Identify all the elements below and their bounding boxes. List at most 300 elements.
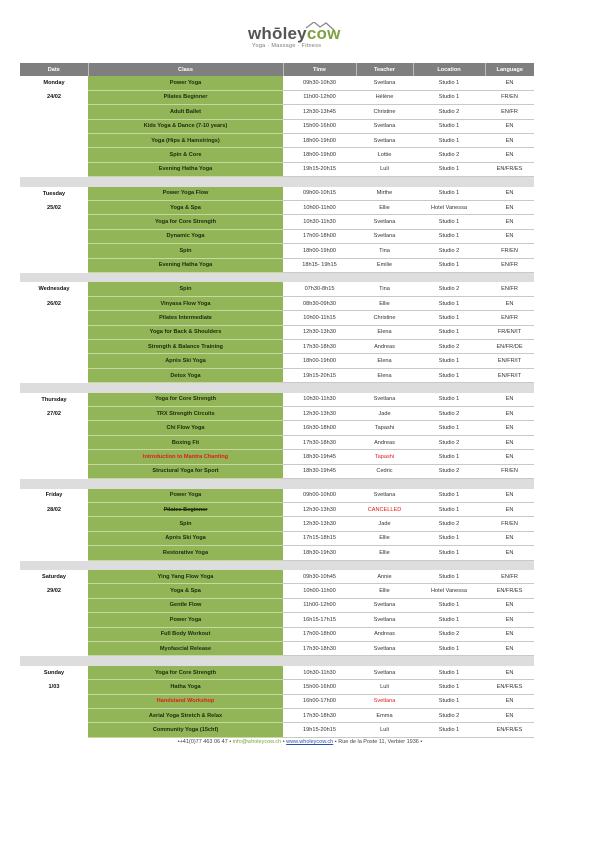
footer-bullet-3: • <box>334 739 337 745</box>
day-separator-cell <box>20 272 534 282</box>
table-row <box>20 90 534 104</box>
day-separator-cell <box>20 383 534 393</box>
date-cell <box>20 627 88 641</box>
class-location: Studio 2 <box>413 627 485 641</box>
class-language: EN/FR/IT <box>485 368 534 382</box>
table-row <box>20 368 534 382</box>
class-location: Studio 1 <box>413 531 485 545</box>
class-teacher: Ellie <box>356 296 413 310</box>
class-teacher: Luli <box>356 162 413 176</box>
table-row <box>20 531 534 545</box>
day-separator <box>20 272 534 282</box>
day-date: 1/03 <box>48 683 60 690</box>
day-separator-cell <box>20 177 534 187</box>
class-time: 17h30-18h30 <box>283 435 356 449</box>
class-time: 09h30-10h45 <box>283 570 356 584</box>
footer-bullet-1: • <box>229 739 232 745</box>
day-date: 24/02 <box>47 94 61 101</box>
class-teacher: Tina <box>356 244 413 258</box>
class-language: EN <box>485 119 534 133</box>
class-teacher: Elena <box>356 325 413 339</box>
date-cell <box>20 162 88 176</box>
class-language: EN/FR <box>485 311 534 325</box>
class-language: EN <box>485 489 534 503</box>
day-date: 27/02 <box>47 410 61 417</box>
class-time: 15h00-16h00 <box>283 119 356 133</box>
class-language: EN <box>485 148 534 162</box>
brand-name-part2: cow <box>306 24 341 43</box>
class-name: Kids Yoga & Dance (7-10 years) <box>88 119 283 133</box>
class-location: Studio 2 <box>413 105 485 119</box>
class-time: 10h30-11h30 <box>283 393 356 407</box>
class-name: Pilates Beginner <box>88 502 283 516</box>
date-cell <box>20 450 88 464</box>
class-location: Studio 1 <box>413 162 485 176</box>
table-row <box>20 340 534 354</box>
date-cell <box>20 368 88 382</box>
class-time: 12h30-13h30 <box>283 517 356 531</box>
class-teacher: Christine <box>356 105 413 119</box>
class-location: Studio 1 <box>413 119 485 133</box>
class-name: Yoga for Back & Shoulders <box>88 325 283 339</box>
class-location: Studio 1 <box>413 570 485 584</box>
class-time: 09h00-10h00 <box>283 489 356 503</box>
class-name: Pilates Intermediate <box>88 311 283 325</box>
class-time: 19h15-20h15 <box>283 723 356 737</box>
schedule-table <box>20 63 534 738</box>
class-time: 18h15- 19h15 <box>283 258 356 272</box>
class-teacher: Svetlana <box>356 215 413 229</box>
class-name: Myofascial Release <box>88 641 283 655</box>
class-teacher: Ellie <box>356 584 413 598</box>
class-language: EN/FR/ES <box>485 162 534 176</box>
class-teacher: Svetlana <box>356 393 413 407</box>
class-language: EN <box>485 709 534 723</box>
table-row <box>20 133 534 147</box>
class-teacher: CANCELLED <box>356 502 413 516</box>
footer <box>0 739 600 745</box>
class-location: Studio 1 <box>413 723 485 737</box>
class-language: EN <box>485 435 534 449</box>
table-row <box>20 598 534 612</box>
table-row <box>20 694 534 708</box>
class-location: Studio 1 <box>413 133 485 147</box>
class-name: Restorative Yoga <box>88 546 283 560</box>
date-cell <box>20 258 88 272</box>
header-class: Class <box>88 63 283 76</box>
class-language: EN <box>485 531 534 545</box>
class-name: Spin <box>88 517 283 531</box>
class-time: 12h30-13h30 <box>283 502 356 516</box>
class-name: Evening Hatha Yoga <box>88 162 283 176</box>
table-row <box>20 148 534 162</box>
class-teacher: Annie <box>356 570 413 584</box>
class-time: 10h00-11h00 <box>283 201 356 215</box>
class-location: Studio 2 <box>413 435 485 449</box>
class-name: Yoga for Core Strength <box>88 666 283 680</box>
day-name: Wednesday <box>38 286 70 293</box>
class-time: 10h30-11h30 <box>283 215 356 229</box>
date-cell <box>20 435 88 449</box>
table-row <box>20 502 534 516</box>
date-cell <box>20 421 88 435</box>
class-location: Studio 2 <box>413 148 485 162</box>
class-location: Studio 1 <box>413 421 485 435</box>
class-teacher: Svetlana <box>356 133 413 147</box>
day-separator-cell <box>20 479 534 489</box>
class-location: Studio 1 <box>413 613 485 627</box>
date-cell <box>20 613 88 627</box>
class-language: EN <box>485 666 534 680</box>
day-date: 29/02 <box>47 588 61 595</box>
day-separator <box>20 479 534 489</box>
class-language: FR/EN/IT <box>485 325 534 339</box>
day-name: Monday <box>43 80 65 87</box>
class-name: Structural Yoga for Sport <box>88 464 283 478</box>
header-teacher: Teacher <box>356 63 413 76</box>
class-language: EN/FR/DE <box>485 340 534 354</box>
table-row <box>20 215 534 229</box>
date-cell <box>20 340 88 354</box>
class-language: EN <box>485 613 534 627</box>
class-time: 19h15-20h15 <box>283 162 356 176</box>
table-header-row <box>20 63 534 76</box>
class-language: EN/FR/ES <box>485 723 534 737</box>
class-name: Après Ski Yoga <box>88 531 283 545</box>
class-location: Studio 1 <box>413 354 485 368</box>
class-name: Spin & Core <box>88 148 283 162</box>
class-language: EN <box>485 407 534 421</box>
date-cell <box>20 517 88 531</box>
class-name: Dynamic Yoga <box>88 229 283 243</box>
class-language: FR/EN <box>485 517 534 531</box>
class-language: EN <box>485 229 534 243</box>
class-language: EN <box>485 215 534 229</box>
date-cell <box>20 133 88 147</box>
table-row <box>20 311 534 325</box>
class-teacher: Svetlana <box>356 489 413 503</box>
day-name: Tuesday <box>42 190 66 197</box>
class-language: EN <box>485 133 534 147</box>
class-location: Studio 1 <box>413 641 485 655</box>
class-teacher: Ellie <box>356 546 413 560</box>
day-name: Thursday <box>41 396 67 403</box>
class-teacher: Christine <box>356 311 413 325</box>
class-name: Yoga (Hips & Hamstrings) <box>88 133 283 147</box>
class-name: Spin <box>88 282 283 296</box>
class-language: FR/EN <box>485 90 534 104</box>
class-name: Yoga & Spa <box>88 584 283 598</box>
date-cell <box>20 354 88 368</box>
day-name: Friday <box>45 492 63 499</box>
class-teacher: Svetlana <box>356 229 413 243</box>
footer-phone: •+41(0)77 463 06 47 <box>177 739 228 745</box>
class-time: 11h00-12h00 <box>283 90 356 104</box>
class-language: EN <box>485 421 534 435</box>
footer-bullet-2: • <box>282 739 285 745</box>
brand-name-part1: whōley <box>248 24 307 43</box>
class-time: 17h15-18h15 <box>283 531 356 545</box>
class-time: 18h00-19h00 <box>283 244 356 258</box>
class-language: EN <box>485 187 534 201</box>
class-language: EN <box>485 296 534 310</box>
table-row <box>20 229 534 243</box>
class-name: Adult Ballet <box>88 105 283 119</box>
day-separator-cell <box>20 656 534 666</box>
class-name: Spin <box>88 244 283 258</box>
class-location: Hotel Vanessa <box>413 584 485 598</box>
table-row <box>20 296 534 310</box>
brand-tagline: Yoga · Massage · Fitness <box>252 43 322 49</box>
class-language: EN/FR/IT <box>485 354 534 368</box>
class-language: FR/EN <box>485 244 534 258</box>
table-row <box>20 627 534 641</box>
class-name: Power Yoga <box>88 76 283 90</box>
day-date: 28/02 <box>47 506 61 513</box>
class-name: Yoga & Spa <box>88 201 283 215</box>
class-language: FR/EN <box>485 464 534 478</box>
class-location: Studio 2 <box>413 517 485 531</box>
brand-logo <box>248 24 341 44</box>
class-time: 18h00-19h00 <box>283 148 356 162</box>
date-cell <box>20 229 88 243</box>
table-row <box>20 546 534 560</box>
class-teacher: Luli <box>356 680 413 694</box>
date-cell <box>20 325 88 339</box>
class-name: Hatha Yoga <box>88 680 283 694</box>
class-location: Studio 1 <box>413 393 485 407</box>
class-name: Power Yoga <box>88 613 283 627</box>
class-teacher: Svetlana <box>356 119 413 133</box>
class-name: Chi Flow Yoga <box>88 421 283 435</box>
class-time: 11h00-12h00 <box>283 598 356 612</box>
class-location: Studio 1 <box>413 258 485 272</box>
header-time: Time <box>283 63 356 76</box>
table-row <box>20 584 534 598</box>
table-row <box>20 325 534 339</box>
day-separator <box>20 560 534 570</box>
date-cell <box>20 709 88 723</box>
class-name: TRX Strength Circuits <box>88 407 283 421</box>
table-row <box>20 76 534 90</box>
class-teacher: Svetlana <box>356 598 413 612</box>
table-row <box>20 282 534 296</box>
class-teacher: Emilie <box>356 258 413 272</box>
class-location: Studio 1 <box>413 76 485 90</box>
class-teacher: Hélène <box>356 90 413 104</box>
class-time: 16h30-18h00 <box>283 421 356 435</box>
class-location: Studio 2 <box>413 709 485 723</box>
class-language: EN/FR <box>485 258 534 272</box>
class-time: 15h00-16h00 <box>283 680 356 694</box>
class-location: Studio 1 <box>413 502 485 516</box>
class-name: Handstand Workshop <box>88 694 283 708</box>
class-language: EN <box>485 627 534 641</box>
date-cell <box>20 598 88 612</box>
class-language: EN/FR/ES <box>485 680 534 694</box>
class-time: 09h00-10h15 <box>283 187 356 201</box>
day-separator <box>20 383 534 393</box>
table-row <box>20 407 534 421</box>
class-name: Ying Yang Flow Yoga <box>88 570 283 584</box>
class-teacher: Svetlana <box>356 613 413 627</box>
class-teacher: Svetlana <box>356 76 413 90</box>
class-location: Studio 1 <box>413 90 485 104</box>
table-row <box>20 666 534 680</box>
class-name: Power Yoga <box>88 489 283 503</box>
class-location: Studio 1 <box>413 325 485 339</box>
date-cell <box>20 244 88 258</box>
date-cell <box>20 641 88 655</box>
class-time: 09h30-10h30 <box>283 76 356 90</box>
day-date: 26/02 <box>47 300 61 307</box>
class-name: Boxing Fit <box>88 435 283 449</box>
day-name: Sunday <box>43 669 65 676</box>
footer-email[interactable]: info@wholeycow.ch <box>232 739 282 745</box>
class-teacher: Lottie <box>356 148 413 162</box>
class-name: Full Body Workout <box>88 627 283 641</box>
class-time: 18h00-19h00 <box>283 354 356 368</box>
class-location: Studio 1 <box>413 489 485 503</box>
class-time: 18h00-19h00 <box>283 133 356 147</box>
class-language: EN <box>485 502 534 516</box>
class-location: Studio 2 <box>413 244 485 258</box>
table-row <box>20 105 534 119</box>
class-name: Vinyasa Flow Yoga <box>88 296 283 310</box>
table-row <box>20 421 534 435</box>
table-row <box>20 680 534 694</box>
class-time: 16h00-17h00 <box>283 694 356 708</box>
class-time: 19h15-20h15 <box>283 368 356 382</box>
class-teacher: Cedric <box>356 464 413 478</box>
class-teacher: Jade <box>356 407 413 421</box>
class-location: Studio 2 <box>413 282 485 296</box>
class-name: Introduction to Mantra Chanting <box>88 450 283 464</box>
table-row <box>20 201 534 215</box>
date-cell <box>20 311 88 325</box>
date-cell <box>20 694 88 708</box>
class-name: Community Yoga (15chf) <box>88 723 283 737</box>
class-name: Pilates Beginner <box>88 90 283 104</box>
date-cell <box>20 464 88 478</box>
class-time: 18h30-19h30 <box>283 546 356 560</box>
class-time: 10h30-11h30 <box>283 666 356 680</box>
day-date: 25/02 <box>47 204 61 211</box>
class-time: 17h30-18h30 <box>283 340 356 354</box>
table-row <box>20 570 534 584</box>
table-row <box>20 187 534 201</box>
day-name: Saturday <box>42 573 66 580</box>
class-location: Studio 1 <box>413 546 485 560</box>
class-location: Studio 1 <box>413 450 485 464</box>
class-teacher: Jade <box>356 517 413 531</box>
class-name: Yoga for Core Strength <box>88 215 283 229</box>
date-cell <box>20 723 88 737</box>
class-language: EN <box>485 598 534 612</box>
class-name: Yoga for Core Strength <box>88 393 283 407</box>
class-teacher: Tapashi <box>356 421 413 435</box>
footer-website-link[interactable]: www.wholeycow.ch <box>286 739 334 745</box>
date-cell <box>20 546 88 560</box>
class-time: 17h30-18h30 <box>283 641 356 655</box>
class-name: Strength & Balance Training <box>88 340 283 354</box>
table-row <box>20 613 534 627</box>
class-location: Studio 1 <box>413 187 485 201</box>
table-row <box>20 162 534 176</box>
table-row <box>20 119 534 133</box>
class-name: Evening Hatha Yoga <box>88 258 283 272</box>
class-time: 10h00-11h00 <box>283 584 356 598</box>
table-row <box>20 641 534 655</box>
class-teacher: Ellie <box>356 201 413 215</box>
table-row <box>20 435 534 449</box>
class-language: EN/FR <box>485 105 534 119</box>
class-location: Studio 1 <box>413 666 485 680</box>
class-time: 18h30-19h45 <box>283 450 356 464</box>
table-row <box>20 450 534 464</box>
class-language: EN <box>485 694 534 708</box>
class-teacher: Emma <box>356 709 413 723</box>
class-teacher: Luli <box>356 723 413 737</box>
class-language: EN/FR <box>485 570 534 584</box>
header-date: Date <box>20 63 88 76</box>
class-time: 07h30-8h15 <box>283 282 356 296</box>
class-language: EN/FR/ES <box>485 584 534 598</box>
date-cell <box>20 215 88 229</box>
table-row <box>20 258 534 272</box>
class-teacher: Elena <box>356 368 413 382</box>
class-location: Studio 2 <box>413 407 485 421</box>
class-location: Studio 2 <box>413 340 485 354</box>
class-language: EN <box>485 546 534 560</box>
class-language: EN <box>485 450 534 464</box>
class-time: 12h30-13h30 <box>283 325 356 339</box>
class-time: 17h30-18h30 <box>283 709 356 723</box>
class-name: Power Yoga Flow <box>88 187 283 201</box>
date-cell <box>20 105 88 119</box>
class-teacher: Elena <box>356 354 413 368</box>
class-location: Studio 1 <box>413 680 485 694</box>
class-teacher: Ellie <box>356 531 413 545</box>
table-row <box>20 354 534 368</box>
class-location: Studio 1 <box>413 229 485 243</box>
class-teacher: Tapashi <box>356 450 413 464</box>
class-time: 12h30-13h45 <box>283 105 356 119</box>
table-row <box>20 464 534 478</box>
class-language: EN <box>485 393 534 407</box>
day-separator <box>20 656 534 666</box>
class-time: 17h00-18h00 <box>283 627 356 641</box>
class-language: EN <box>485 76 534 90</box>
class-location: Studio 1 <box>413 215 485 229</box>
class-location: Hotel Vanessa <box>413 201 485 215</box>
class-location: Studio 1 <box>413 311 485 325</box>
class-name: Aerial Yoga Stretch & Relax <box>88 709 283 723</box>
class-time: 08h30-09h30 <box>283 296 356 310</box>
header-location: Location <box>413 63 485 76</box>
table-row <box>20 517 534 531</box>
day-separator-cell <box>20 560 534 570</box>
day-separator <box>20 177 534 187</box>
table-row <box>20 244 534 258</box>
class-teacher: Andreas <box>356 340 413 354</box>
class-location: Studio 2 <box>413 464 485 478</box>
header-language: Language <box>485 63 534 76</box>
class-language: EN <box>485 641 534 655</box>
class-teacher: Andreas <box>356 435 413 449</box>
class-teacher: Svetlana <box>356 641 413 655</box>
class-teacher: Svetlana <box>356 694 413 708</box>
